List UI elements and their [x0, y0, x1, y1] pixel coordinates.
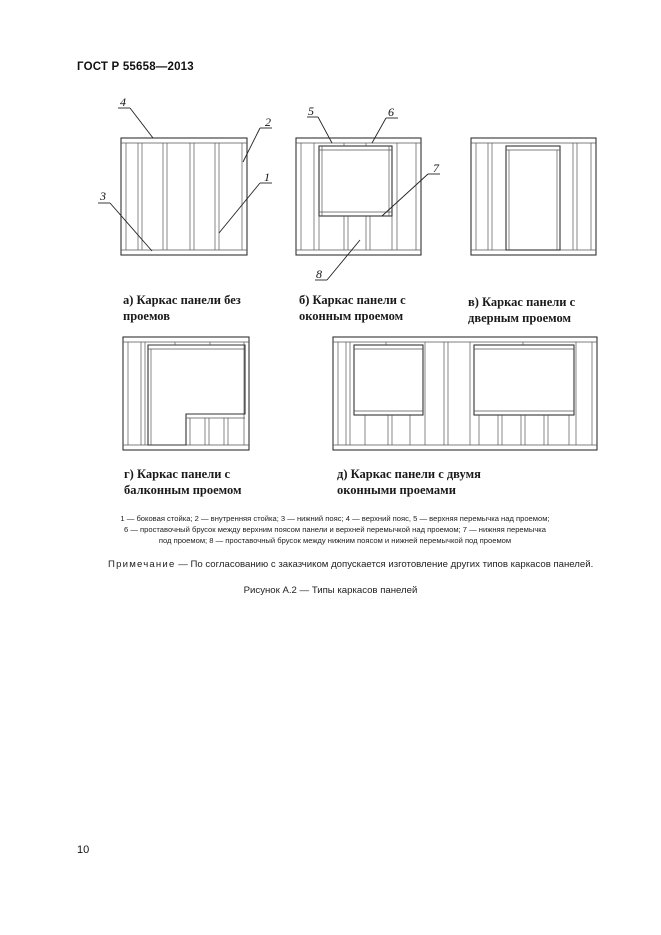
- caption-d: д) Каркас панели с двумя оконными проемами: [337, 467, 481, 497]
- callout-8: 8: [316, 267, 322, 281]
- note-text: — По согласованию с заказчиком допускается изготовление других типов каркасов панелей.: [175, 559, 594, 570]
- page-number: 10: [77, 844, 90, 856]
- callout-4: 4: [120, 95, 126, 109]
- callout-6: 6: [388, 105, 394, 119]
- caption-b: б) Каркас панели с оконным проемом: [299, 293, 406, 323]
- panel-g-frame: [123, 337, 249, 450]
- document-header: ГОСТ Р 55658—2013: [77, 61, 194, 73]
- note-label: Примечание: [108, 559, 176, 570]
- panel-b-frame: [296, 138, 421, 255]
- caption-a: а) Каркас панели без проемов: [123, 293, 241, 323]
- callout-7: 7: [433, 161, 439, 175]
- panel-v-frame: [471, 138, 596, 255]
- callout-1: 1: [264, 170, 270, 184]
- caption-g: г) Каркас панели с балконным проемом: [124, 467, 242, 497]
- callout-2: 2: [265, 115, 271, 129]
- callout-3: 3: [100, 189, 106, 203]
- figure-title: Рисунок А.2 — Типы каркасов панелей: [243, 585, 418, 596]
- figure-legend: 1 — боковая стойка; 2 — внутренняя стойка; 3 — нижний пояс; 4 — верхний пояс, 5 — верхняя перемычка над проемом; 6 — проставочный брусок между верхним поясом панели и верхней перемычкой над проемом; 7 — нижняя перемычка под проемом; 8 — проставочный брусок между нижним поясом и нижней перемычкой под проемом: [120, 514, 550, 545]
- panel-d-frame: [333, 337, 597, 450]
- callout-5: 5: [308, 104, 314, 118]
- note: [108, 559, 593, 570]
- caption-v: в) Каркас панели с дверным проемом: [468, 295, 576, 325]
